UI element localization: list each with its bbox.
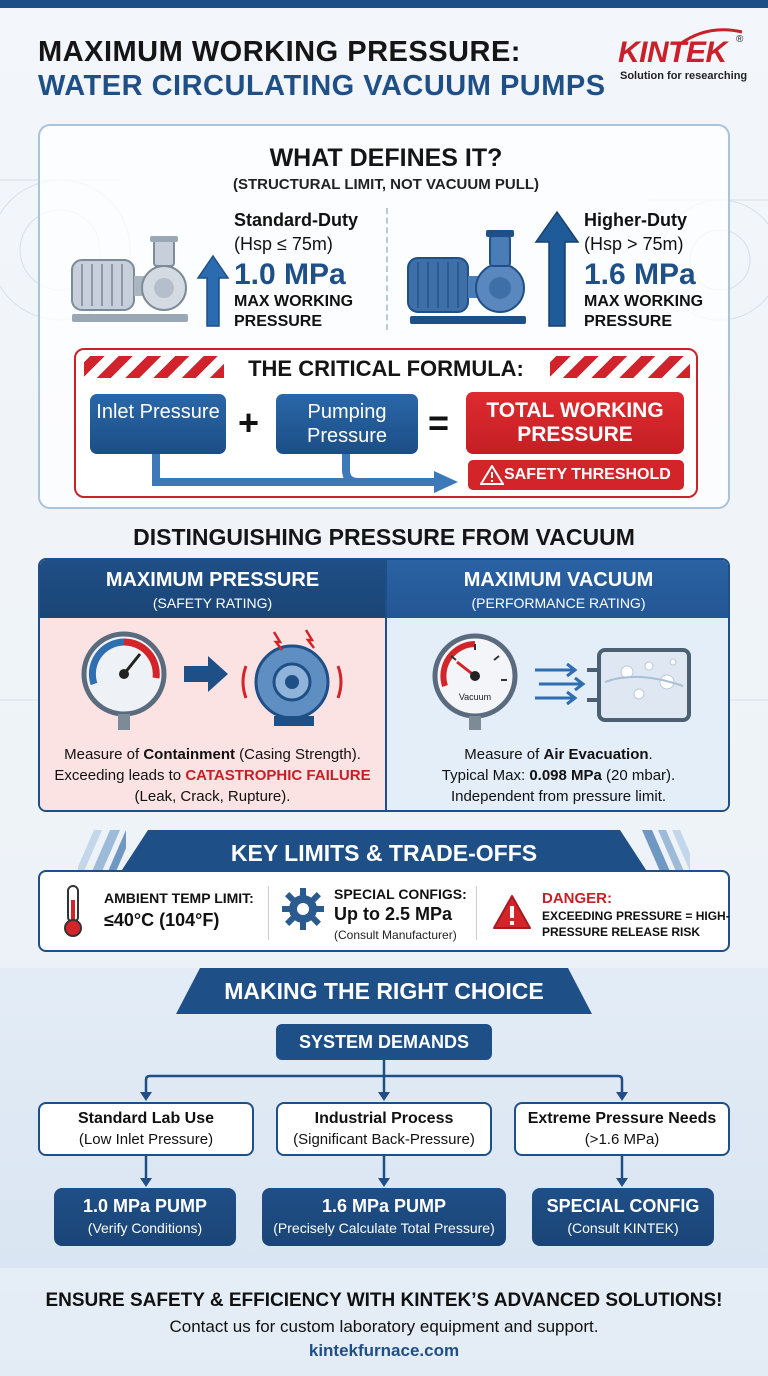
vacuum-gauge-icon [427,626,697,738]
max-pressure-heading: MAXIMUM PRESSURE [105,569,320,591]
result-1mpa-pump[interactable] [54,1188,236,1246]
max-pressure-column [40,560,385,810]
gear-icon [280,886,326,932]
vacuum-desc-1b: Air Evacuation [543,746,649,763]
result-note: (Verify Conditions) [87,1220,203,1236]
page-title-line2: WATER CIRCULATING VACUUM PUMPS [38,70,606,102]
pressure-desc-1c: (Casing Strength). [235,746,361,763]
result-note: (Precisely Calculate Total Pressure) [273,1220,495,1236]
warning-icon [480,465,504,485]
option-detail: (Low Inlet Pressure) [78,1131,214,1148]
vacuum-desc-1a: Measure of [464,746,544,763]
result-special-config[interactable] [532,1188,714,1246]
higher-duty-name: Higher-Duty [584,210,687,230]
up-arrow-icon [196,254,230,328]
higher-duty-value: 1.6 MPa [584,258,696,291]
distinguish-title: DISTINGUISHING PRESSURE FROM VACUUM [133,524,635,550]
system-demands-node: SYSTEM DEMANDS [276,1024,492,1060]
option-standard-lab-use[interactable] [38,1102,254,1156]
formula-title: THE CRITICAL FORMULA: [248,356,524,381]
danger-icon [492,894,532,930]
vacuum-desc-2c: (20 mbar). [601,767,676,784]
choice-title: MAKING THE RIGHT CHOICE [224,978,544,1004]
formula-plus: + [238,402,260,443]
safety-threshold-badge: SAFETY THRESHOLD [468,460,684,490]
pressure-vs-vacuum-box [38,558,730,812]
special-configs-value: Up to 2.5 MPa [334,904,453,924]
special-configs-note: (Consult Manufacturer) [334,928,457,942]
limits-separator-1 [268,886,269,940]
max-pressure-header [40,560,385,618]
pressure-desc-1a: Measure of [64,746,144,763]
defines-title: WHAT DEFINES IT? [269,144,503,172]
total-working-pressure-box: TOTAL WORKING PRESSURE [466,392,684,454]
catastrophic-failure-text: CATASTROPHIC FAILURE [185,767,371,784]
max-vacuum-header [387,560,730,618]
max-vacuum-column [385,560,730,810]
result-name: SPECIAL CONFIG [546,1196,700,1216]
pressure-desc-3: (Leak, Crack, Rupture). [134,788,291,805]
option-name: Extreme Pressure Needs [527,1110,717,1127]
option-extreme-pressure[interactable] [514,1102,730,1156]
max-pressure-subheading: (SAFETY RATING) [152,595,273,611]
max-vacuum-subheading: (PERFORMANCE RATING) [471,595,646,611]
limits-separator-2 [476,886,477,940]
result-note: (Consult KINTEK) [567,1220,679,1236]
option-detail: (Significant Back-Pressure) [293,1131,475,1148]
special-configs-label: SPECIAL CONFIGS: [334,886,467,902]
pressure-desc-2a: Exceeding leads to [54,767,186,784]
vacuum-desc-3: Independent from pressure limit. [450,788,667,805]
option-detail: (>1.6 MPa) [584,1131,660,1148]
option-name: Industrial Process [314,1110,454,1127]
danger-text: EXCEEDING PRESSURE = HIGH-PRESSURE RELEASE RISK [542,909,730,939]
option-name: Standard Lab Use [77,1110,215,1127]
logo-tagline: Solution for researching [620,70,748,82]
kintek-logo[interactable] [618,30,748,90]
inlet-pressure-box: Inlet Pressure [90,394,226,454]
duty-divider [386,208,388,330]
result-1-6mpa-pump[interactable] [262,1188,506,1246]
vacuum-desc-2a: Typical Max: [441,767,530,784]
vacuum-gauge-text: Vacuum [458,692,492,702]
top-accent-bar [0,0,768,8]
logo-wordmark: KINTEK [618,36,727,69]
vacuum-desc-1c: . [648,746,653,763]
vacuum-desc-2b: 0.098 MPa [529,767,602,784]
defines-panel [38,124,730,509]
max-vacuum-heading: MAXIMUM VACUUM [463,569,654,591]
option-industrial-process[interactable] [276,1102,492,1156]
page-title-line1: MAXIMUM WORKING PRESSURE: [38,36,521,68]
standard-pump-icon [66,234,192,326]
defines-subtitle: (STRUCTURAL LIMIT, NOT VACUUM PULL) [232,176,540,193]
footer-url-link[interactable]: kintekfurnace.com [308,1341,460,1360]
higher-duty-hsp: (Hsp > 75m) [584,234,684,254]
key-limits-title: KEY LIMITS & TRADE-OFFS [230,840,538,866]
result-name: 1.0 MPa PUMP [82,1196,208,1216]
pumping-pressure-box: Pumping Pressure [276,394,418,454]
standard-duty-name: Standard-Duty [234,210,359,230]
temp-limit-label: AMBIENT TEMP LIMIT: [104,890,254,906]
danger-label: DANGER: [542,890,612,907]
max-vacuum-body [387,618,730,810]
result-name: 1.6 MPa PUMP [321,1196,447,1216]
higher-duty-pump-icon [404,222,530,328]
thermometer-icon [60,884,86,938]
logo-registered-mark: ® [736,34,744,45]
higher-duty-label: MAX WORKING PRESSURE [584,293,704,330]
max-pressure-body [40,618,385,810]
temp-limit-value: ≤40°C (104°F) [104,910,220,930]
key-limits-box [38,870,730,952]
formula-equals: = [428,402,450,443]
stressed-pump-icon [243,630,341,726]
footer-headline: ENSURE SAFETY & EFFICIENCY WITH KINTEK’S ADVANCED SOLUTIONS! [45,1290,723,1311]
standard-duty-hsp: (Hsp ≤ 75m) [234,234,333,254]
pressure-gauge-icon [80,626,350,738]
footer-contact: Contact us for custom laboratory equipment and support. [169,1317,599,1336]
pressure-desc-1b: Containment [143,746,235,763]
standard-duty-label: MAX WORKING PRESSURE [234,293,354,330]
standard-duty-value: 1.0 MPa [234,258,346,291]
large-up-arrow-icon [534,210,580,328]
max-vacuum-description [387,744,730,807]
max-pressure-description [40,744,385,807]
critical-formula-box [74,348,698,498]
